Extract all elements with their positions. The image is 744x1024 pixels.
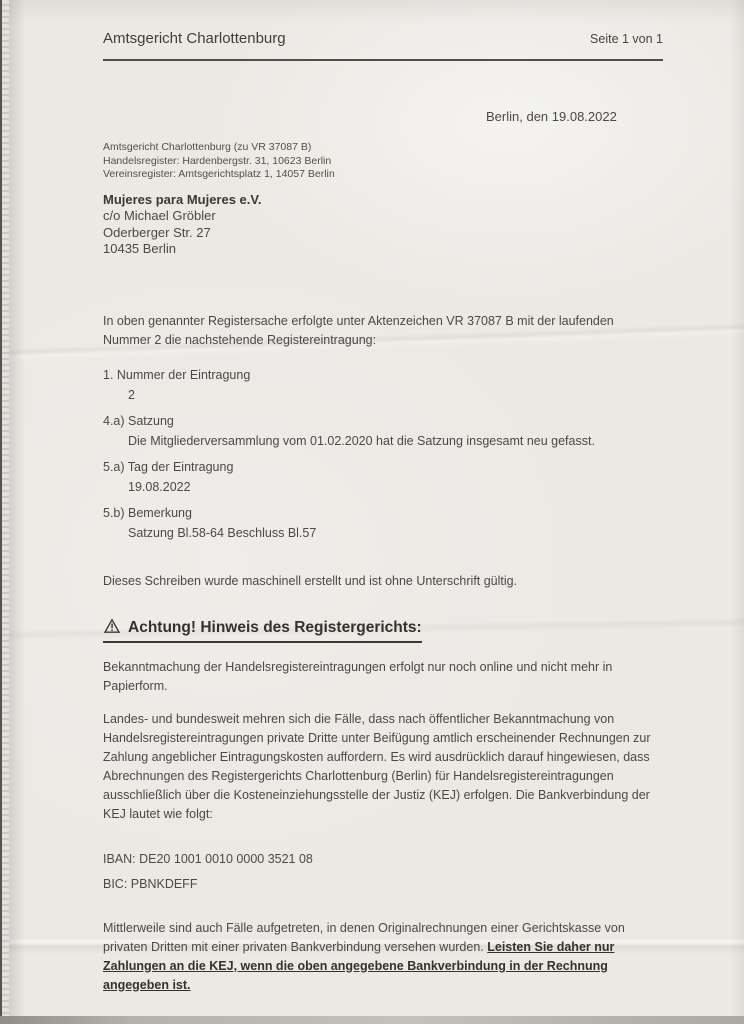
entry-label: 5.a) Tag der Eintragung bbox=[103, 459, 234, 474]
recipient-line: c/o Michael Gröbler bbox=[103, 208, 216, 223]
sender-line: Amtsgericht Charlottenburg (zu VR 37087 B) bbox=[103, 141, 312, 153]
intro-paragraph: In oben genannter Registersache erfolgte unter Aktenzeichen VR 37087 B mit der laufenden Nummer 2 die nachstehende Registereintragung: bbox=[103, 313, 614, 347]
notice-heading bbox=[103, 618, 422, 643]
entry-label: 1. Nummer der Eintragung bbox=[103, 367, 251, 382]
machine-generated-note: Dieses Schreiben wurde maschinell erstellt und ist ohne Unterschrift gültig. bbox=[103, 573, 518, 588]
letter-content bbox=[103, 0, 663, 995]
header-divider bbox=[103, 59, 663, 61]
bic-line: BIC: PBNKDEFF bbox=[103, 876, 198, 891]
sender-line: Vereinsregister: Amtsgerichtsplatz 1, 14057 Berlin bbox=[103, 168, 335, 180]
entry-label: 5.b) Bemerkung bbox=[103, 505, 192, 520]
payment-warning-normal-text: Mittlerweile sind auch Fälle aufgetreten, in denen Originalrechnungen einer Gerichtskasse von privaten Dritten mit einer privaten Bankverbindung versehen wurden. bbox=[103, 920, 625, 954]
entry-label: 4.a) Satzung bbox=[103, 413, 174, 428]
warning-triangle-icon bbox=[103, 618, 121, 639]
register-entry bbox=[103, 503, 663, 543]
paper-perforated-edge bbox=[2, 0, 9, 1024]
paper-fold-shadow bbox=[9, 0, 25, 1024]
sender-line: Handelsregister: Hardenbergstr. 31, 10623 Berlin bbox=[103, 154, 332, 167]
recipient-line: 10435 Berlin bbox=[103, 241, 176, 256]
register-entry bbox=[103, 457, 663, 497]
payment-warning-emphasis-text: Leisten Sie daher nur Zahlungen an die KEJ, wenn die oben angegebene Bankverbindung in der Rechnung angegeben ist. bbox=[103, 939, 615, 992]
register-entries bbox=[103, 365, 663, 543]
entry-value: Satzung Bl.58-64 Beschluss Bl.57 bbox=[128, 525, 317, 540]
notice-paragraph-online: Bekanntmachung der Handelsregistereintragungen erfolgt nur noch online und nicht mehr in Papierform. bbox=[103, 659, 613, 693]
notice-paragraph-fraud-warning: Landes- und bundesweit mehren sich die Fälle, dass nach öffentlicher Bekanntmachung von Handelsregistereintragungen private Dritte unter Beifügung amtlich erscheinender Rechnungen zur Zahlung angeblicher Eintragungskosten auffordern. Es wird ausdrücklich darauf hingewiesen, dass Abrechnungen des Registergerichts Charlottenburg (Berlin) für Handelsregistereintragungen ausschließlich über die Kosteneinziehungsstelle der Justiz (KEJ) erfolgen. Die Bankverbindung der KEJ lautet wie folgt: bbox=[103, 711, 651, 821]
recipient-line: Oderberger Str. 27 bbox=[103, 224, 211, 240]
notice-heading-text: Achtung! Hinweis des Registergerichts: bbox=[128, 618, 422, 636]
register-entry bbox=[103, 365, 663, 405]
date-line: Berlin, den 19.08.2022 bbox=[486, 109, 617, 124]
entry-value: 19.08.2022 bbox=[128, 479, 191, 494]
recipient-name: Mujeres para Mujeres e.V. bbox=[103, 191, 262, 207]
notice-paragraph-payment-warning bbox=[103, 919, 663, 995]
court-name-header: Amtsgericht Charlottenburg bbox=[103, 30, 286, 47]
page-header bbox=[103, 30, 663, 47]
scan-bottom-edge bbox=[0, 1016, 744, 1024]
entry-value: Die Mitgliederversammlung vom 01.02.2020 hat die Satzung insgesamt neu gefasst. bbox=[128, 433, 595, 448]
iban-line: IBAN: DE20 1001 0010 0000 3521 08 bbox=[103, 851, 313, 866]
recipient-address-block bbox=[103, 192, 663, 258]
entry-value: 2 bbox=[128, 387, 135, 402]
sender-address-block bbox=[103, 141, 663, 182]
register-entry bbox=[103, 411, 663, 451]
page-number-indicator: Seite 1 von 1 bbox=[590, 32, 663, 46]
